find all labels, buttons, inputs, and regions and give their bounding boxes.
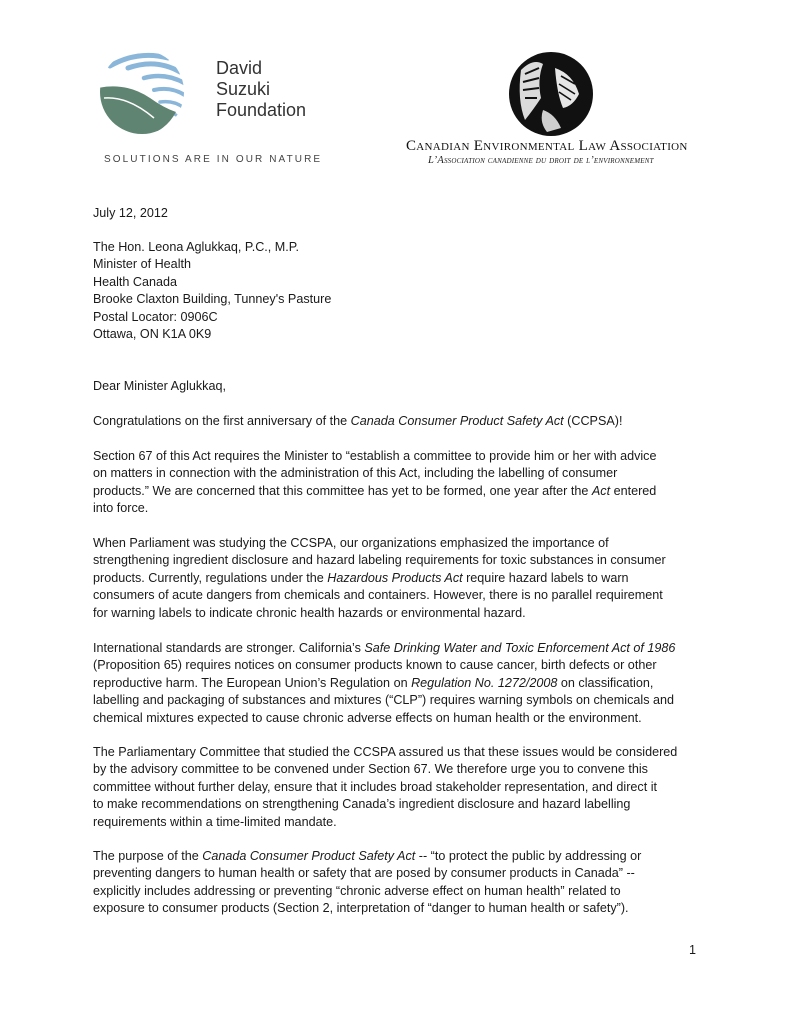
text-span: products.” We are concerned that this committee has yet to be formed, one year after the xyxy=(93,483,592,498)
cela-name: Canadian Environmental Law Association xyxy=(406,138,688,154)
text-span: require hazard labels to warn xyxy=(462,570,629,585)
dsf-name-line: Suzuki xyxy=(216,79,271,99)
paragraph-line xyxy=(93,675,708,692)
paragraph-line: requirements within a time-limited mandate. xyxy=(93,814,337,829)
paragraph-line: chemical mixtures expected to cause chronic adverse effects on human health or the environment. xyxy=(93,710,642,725)
paragraph-line: on matters in connection with the administration of this Act, including the labelling of consumer xyxy=(93,466,618,481)
paragraph-3 xyxy=(93,535,708,622)
address-line: Brooke Claxton Building, Tunney's Pasture xyxy=(93,292,332,307)
address-line: Health Canada xyxy=(93,274,178,289)
david-suzuki-foundation-logo xyxy=(98,48,323,173)
paragraph-line xyxy=(93,483,708,500)
cela-name-french: L’Association canadienne du droit de l’environnement xyxy=(428,155,654,166)
dsf-tagline: SOLUTIONS ARE IN OUR NATURE xyxy=(104,154,323,165)
address-line: Postal Locator: 0906C xyxy=(93,309,218,324)
text-span: The purpose of the xyxy=(93,849,203,863)
recipient-address xyxy=(93,239,708,343)
paragraph-line: explicitly includes addressing or preventing “chronic adverse effect on human health” related to xyxy=(93,883,621,898)
paragraph-line: Section 67 of this Act requires the Minister to “establish a committee to provide him or her with advice xyxy=(93,449,657,463)
page-number: 1 xyxy=(689,943,697,957)
italic-text: Act xyxy=(591,483,611,498)
text-span: reproductive harm. The European Union’s Regulation on xyxy=(93,675,412,690)
italic-act-title: Safe Drinking Water and Toxic Enforcement Act of 1986 xyxy=(364,641,676,655)
paragraph-line xyxy=(93,848,708,865)
salutation xyxy=(93,378,708,395)
paragraph-line: strengthening ingredient disclosure and hazard labeling requirements for toxic substances in consumer xyxy=(93,553,666,568)
paragraph-line: When Parliament was studying the CCSPA, our organizations emphasized the importance of xyxy=(93,536,609,550)
cela-logo xyxy=(400,48,730,173)
text-span: International standards are stronger. California’s xyxy=(93,641,365,655)
address-line: Ottawa, ON K1A 0K9 xyxy=(93,327,212,342)
text-span: on classification, xyxy=(557,675,654,690)
text-span: -- “to protect the public by addressing or xyxy=(415,849,642,863)
paragraph-line xyxy=(93,570,708,587)
address-line: Minister of Health xyxy=(93,257,191,272)
paragraph-line: for warning labels to indicate chronic health hazards or environmental hazard. xyxy=(93,605,526,620)
paragraph-4 xyxy=(93,640,708,727)
paragraph-line: to make recommendations on strengthening Canada’s ingredient disclosure and hazard labelling xyxy=(93,797,631,812)
dsf-wordmark xyxy=(216,58,306,121)
paragraph-line: consumers of acute dangers from chemicals and containers. However, there is no parallel requirement xyxy=(93,588,663,603)
paragraph-5 xyxy=(93,744,708,831)
italic-act-title: Hazardous Products Act xyxy=(327,570,463,585)
italic-act-title: Canada Consumer Product Safety Act xyxy=(350,414,564,428)
text-span: Congratulations on the first anniversary of the xyxy=(93,414,351,428)
italic-act-title: Canada Consumer Product Safety Act xyxy=(202,849,416,863)
paragraph-line: (Proposition 65) requires notices on consumer products known to cause cancer, birth defects or other xyxy=(93,658,657,673)
italic-regulation-title: Regulation No. 1272/2008 xyxy=(411,675,558,690)
date-text: July 12, 2012 xyxy=(93,206,168,220)
paragraph-line: into force. xyxy=(93,501,149,516)
paragraph-line: preventing dangers to human health or safety that are posed by consumer products in Canada” -- xyxy=(93,866,635,881)
letter-date xyxy=(93,205,708,222)
text-span: products. Currently, regulations under the xyxy=(93,570,328,585)
dsf-name-line: Foundation xyxy=(216,100,307,120)
paragraph-line: by the advisory committee to be convened under Section 67. We therefore urge you to convene this xyxy=(93,762,648,777)
cela-woodcut-emblem-icon xyxy=(503,50,595,138)
address-line: The Hon. Leona Aglukkaq, P.C., M.P. xyxy=(93,240,300,254)
paragraph-line: exposure to consumer products (Section 2, interpretation of “danger to human health or safety”). xyxy=(93,901,629,916)
salutation-text: Dear Minister Aglukkaq, xyxy=(93,379,226,393)
paragraph-1 xyxy=(93,413,708,430)
paragraph-line: labelling and packaging of substances and mixtures (“CLP”) requires warning symbols on chemicals and xyxy=(93,693,675,708)
text-span: entered xyxy=(610,483,657,498)
dsf-globe-leaf-icon xyxy=(98,48,186,136)
paragraph-line: committee without further delay, ensure that it includes broad stakeholder representation, and direct it xyxy=(93,779,657,794)
paragraph-2 xyxy=(93,448,708,518)
paragraph-line: The Parliamentary Committee that studied the CCSPA assured us that these issues would be considered xyxy=(93,745,678,759)
dsf-name-line: David xyxy=(216,58,263,78)
paragraph-line xyxy=(93,413,708,430)
text-span: (CCPSA)! xyxy=(563,414,623,428)
paragraph-line xyxy=(93,640,708,657)
paragraph-6 xyxy=(93,848,708,918)
